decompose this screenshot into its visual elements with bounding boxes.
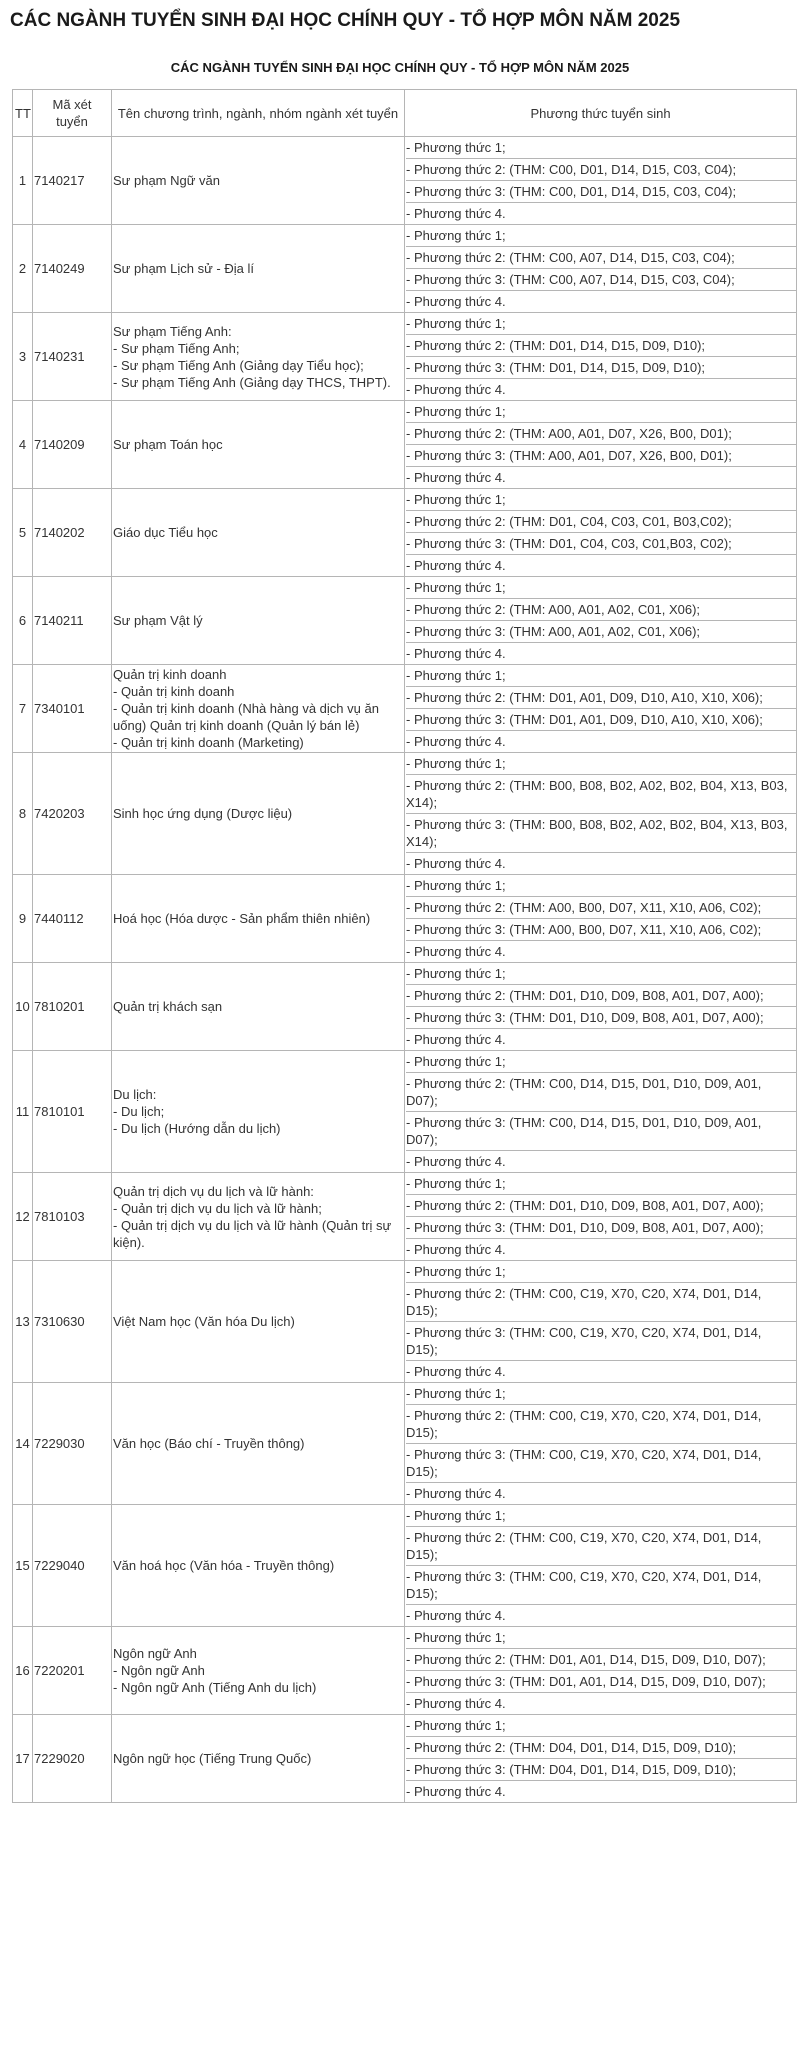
table-row — [13, 875, 797, 963]
table-row — [13, 225, 797, 313]
program-name-line: Quản trị kinh doanh — [113, 667, 227, 682]
program-name-line: Sư phạm Ngữ văn — [113, 173, 221, 188]
row-number: 17 — [13, 1715, 33, 1803]
admission-method: - Phương thức 2: (THM: A00, B00, D07, X11, X10, A06, C02); — [406, 896, 796, 918]
admission-method: - Phương thức 3: (THM: C00, D14, D15, D01, D10, D09, A01, D07); — [406, 1111, 796, 1150]
admission-methods-cell — [405, 137, 797, 225]
table-row — [13, 963, 797, 1051]
admission-method: - Phương thức 3: (THM: A00, A01, A02, C01, X06); — [406, 620, 796, 642]
program-name-line: Ngôn ngữ Anh — [113, 1646, 197, 1661]
admission-method: - Phương thức 3: (THM: B00, B08, B02, A02, B02, B04, X13, B03, X14); — [406, 813, 796, 852]
program-name-cell — [112, 1505, 405, 1627]
admission-method: - Phương thức 1; — [406, 140, 506, 155]
program-name-line: - Du lịch; — [113, 1104, 165, 1119]
program-name-cell — [112, 313, 405, 401]
program-name-cell — [112, 401, 405, 489]
program-name-line: Sư phạm Lịch sử - Địa lí — [113, 261, 254, 276]
program-name-cell — [112, 489, 405, 577]
program-name-cell — [112, 1051, 405, 1173]
program-name-line: Sư phạm Vật lý — [113, 613, 203, 628]
program-code: 7440112 — [33, 875, 112, 963]
admission-method: - Phương thức 4. — [406, 1360, 796, 1382]
admission-methods-cell — [405, 577, 797, 665]
program-name-line: - Ngôn ngữ Anh — [113, 1663, 205, 1678]
program-code: 7229020 — [33, 1715, 112, 1803]
admission-method: - Phương thức 1; — [406, 1264, 506, 1279]
program-name-line: Văn hoá học (Văn hóa - Truyền thông) — [113, 1558, 335, 1573]
admission-method: - Phương thức 1; — [406, 228, 506, 243]
admission-method: - Phương thức 4. — [406, 730, 796, 752]
program-name-line: Sư phạm Tiếng Anh: — [113, 323, 232, 339]
admission-method: - Phương thức 4. — [406, 378, 796, 400]
table-row — [13, 401, 797, 489]
admission-method: - Phương thức 2: (THM: C00, A07, D14, D15, C03, C04); — [406, 246, 796, 268]
row-number: 11 — [13, 1051, 33, 1173]
table-row — [13, 1715, 797, 1803]
admission-methods-cell — [405, 1051, 797, 1173]
program-name-cell — [112, 963, 405, 1051]
program-name-line: - Sư phạm Tiếng Anh (Giảng dạy THCS, THPT). — [113, 374, 391, 390]
admission-method: - Phương thức 1; — [406, 1630, 506, 1645]
admission-method: - Phương thức 4. — [406, 554, 796, 576]
program-name-line: - Quản trị kinh doanh (Nhà hàng và dịch vụ ăn uống) Quản trị kinh doanh (Quản lý bán lẻ) — [113, 701, 379, 733]
table-header — [13, 90, 797, 137]
admission-method: - Phương thức 1; — [406, 1054, 506, 1069]
admission-method: - Phương thức 3: (THM: D01, A01, D14, D15, D09, D10, D07); — [406, 1670, 796, 1692]
admission-methods-cell — [405, 313, 797, 401]
admission-method: - Phương thức 1; — [406, 966, 506, 981]
row-number: 8 — [13, 753, 33, 875]
admission-method: - Phương thức 3: (THM: C00, C19, X70, C20, X74, D01, D14, D15); — [406, 1321, 796, 1360]
row-number: 12 — [13, 1173, 33, 1261]
admission-methods-cell — [405, 1627, 797, 1715]
program-name-line: Quản trị khách sạn — [113, 999, 223, 1014]
admission-methods-cell — [405, 489, 797, 577]
program-name-line: Văn học (Báo chí - Truyền thông) — [113, 1436, 305, 1451]
admission-method: - Phương thức 3: (THM: C00, D01, D14, D15, C03, C04); — [406, 180, 796, 202]
table-title: CÁC NGÀNH TUYỂN SINH ĐẠI HỌC CHÍNH QUY - TỔ HỢP MÔN NĂM 2025 — [170, 60, 630, 75]
program-name-line: Du lịch: — [113, 1087, 157, 1102]
admission-method: - Phương thức 4. — [406, 290, 796, 312]
row-number: 7 — [13, 665, 33, 753]
table-row — [13, 1261, 797, 1383]
header-methods: Phương thức tuyển sinh — [405, 90, 797, 137]
row-number: 5 — [13, 489, 33, 577]
admission-method: - Phương thức 4. — [406, 1692, 796, 1714]
admission-method: - Phương thức 2: (THM: C00, C19, X70, C20, X74, D01, D14, D15); — [406, 1404, 796, 1443]
admission-method: - Phương thức 3: (THM: D01, A01, D09, D10, A10, X10, X06); — [406, 708, 796, 730]
admission-method: - Phương thức 3: (THM: D01, C04, C03, C01,B03, C02); — [406, 532, 796, 554]
admission-method: - Phương thức 3: (THM: C00, C19, X70, C20, X74, D01, D14, D15); — [406, 1443, 796, 1482]
admission-method: - Phương thức 4. — [406, 1780, 796, 1802]
table-row — [13, 665, 797, 753]
admissions-table — [12, 89, 797, 1803]
admission-method: - Phương thức 3: (THM: D01, D10, D09, B08, A01, D07, A00); — [406, 1006, 796, 1028]
admission-method: - Phương thức 2: (THM: D01, D14, D15, D09, D10); — [406, 334, 796, 356]
admission-method: - Phương thức 1; — [406, 580, 506, 595]
row-number: 13 — [13, 1261, 33, 1383]
program-name-line: - Sư phạm Tiếng Anh; — [113, 340, 240, 356]
admission-methods-cell — [405, 963, 797, 1051]
admission-method: - Phương thức 1; — [406, 1508, 506, 1523]
admission-method: - Phương thức 1; — [406, 1718, 506, 1733]
table-row — [13, 313, 797, 401]
program-name-line: - Quản trị kinh doanh — [113, 684, 235, 699]
program-name-line: - Quản trị dịch vụ du lịch và lữ hành; — [113, 1200, 322, 1216]
admission-method: - Phương thức 2: (THM: D04, D01, D14, D15, D09, D10); — [406, 1736, 796, 1758]
table-row — [13, 753, 797, 875]
admission-method: - Phương thức 1; — [406, 668, 506, 683]
program-name-line: Sinh học ứng dụng (Dược liệu) — [113, 806, 293, 821]
program-name-cell — [112, 665, 405, 753]
program-code: 7220201 — [33, 1627, 112, 1715]
admission-method: - Phương thức 4. — [406, 1028, 796, 1050]
table-row — [13, 489, 797, 577]
program-code: 7140231 — [33, 313, 112, 401]
admission-method: - Phương thức 4. — [406, 642, 796, 664]
admission-methods-cell — [405, 1383, 797, 1505]
admission-method: - Phương thức 2: (THM: D01, A01, D09, D10, A10, X10, X06); — [406, 686, 796, 708]
program-code: 7310630 — [33, 1261, 112, 1383]
row-number: 9 — [13, 875, 33, 963]
program-name-line: Giáo dục Tiểu học — [113, 525, 218, 540]
row-number: 10 — [13, 963, 33, 1051]
admission-method: - Phương thức 1; — [406, 878, 506, 893]
admission-method: - Phương thức 3: (THM: A00, B00, D07, X11, X10, A06, C02); — [406, 918, 796, 940]
program-name-cell — [112, 1627, 405, 1715]
table-body — [13, 137, 797, 1803]
program-code: 7140209 — [33, 401, 112, 489]
program-name-cell — [112, 577, 405, 665]
program-code: 7810103 — [33, 1173, 112, 1261]
admission-methods-cell — [405, 665, 797, 753]
admission-method: - Phương thức 4. — [406, 466, 796, 488]
row-number: 6 — [13, 577, 33, 665]
admission-method: - Phương thức 2: (THM: D01, C04, C03, C01, B03,C02); — [406, 510, 796, 532]
program-name-line: Ngôn ngữ học (Tiếng Trung Quốc) — [113, 1751, 312, 1766]
header-tt: TT — [13, 90, 33, 137]
program-name-line: Hoá học (Hóa dược - Sản phẩm thiên nhiên) — [113, 911, 371, 926]
admission-method: - Phương thức 4. — [406, 1482, 796, 1504]
program-name-cell — [112, 875, 405, 963]
program-name-cell — [112, 1173, 405, 1261]
program-code: 7229030 — [33, 1383, 112, 1505]
admission-method: - Phương thức 3: (THM: D01, D10, D09, B08, A01, D07, A00); — [406, 1216, 796, 1238]
program-code: 7140202 — [33, 489, 112, 577]
admission-method: - Phương thức 3: (THM: A00, A01, D07, X26, B00, D01); — [406, 444, 796, 466]
program-name-line: - Sư phạm Tiếng Anh (Giảng dạy Tiểu học); — [113, 357, 364, 373]
admission-method: - Phương thức 2: (THM: C00, D14, D15, D01, D10, D09, A01, D07); — [406, 1072, 796, 1111]
admission-method: - Phương thức 3: (THM: D01, D14, D15, D09, D10); — [406, 356, 796, 378]
admission-method: - Phương thức 2: (THM: D01, D10, D09, B08, A01, D07, A00); — [406, 984, 796, 1006]
table-row — [13, 577, 797, 665]
admission-methods-cell — [405, 1715, 797, 1803]
program-code: 7420203 — [33, 753, 112, 875]
row-number: 4 — [13, 401, 33, 489]
admission-method: - Phương thức 4. — [406, 940, 796, 962]
admission-method: - Phương thức 1; — [406, 756, 506, 771]
admission-method: - Phương thức 2: (THM: A00, A01, A02, C01, X06); — [406, 598, 796, 620]
table-row — [13, 1505, 797, 1627]
admission-method: - Phương thức 1; — [406, 492, 506, 507]
program-code: 7810101 — [33, 1051, 112, 1173]
admission-method: - Phương thức 2: (THM: D01, D10, D09, B08, A01, D07, A00); — [406, 1194, 796, 1216]
row-number: 1 — [13, 137, 33, 225]
program-name-line: - Quản trị kinh doanh (Marketing) — [113, 735, 304, 750]
row-number: 3 — [13, 313, 33, 401]
row-number: 2 — [13, 225, 33, 313]
admission-method: - Phương thức 4. — [406, 852, 796, 874]
admission-method: - Phương thức 1; — [406, 1386, 506, 1401]
row-number: 16 — [13, 1627, 33, 1715]
table-row — [13, 1173, 797, 1261]
admission-method: - Phương thức 4. — [406, 1238, 796, 1260]
admission-method: - Phương thức 4. — [406, 1150, 796, 1172]
program-name-line: - Ngôn ngữ Anh (Tiếng Anh du lịch) — [113, 1680, 317, 1695]
admission-method: - Phương thức 2: (THM: C00, C19, X70, C20, X74, D01, D14, D15); — [406, 1526, 796, 1565]
admission-method: - Phương thức 2: (THM: C00, C19, X70, C20, X74, D01, D14, D15); — [406, 1282, 796, 1321]
admission-method: - Phương thức 3: (THM: C00, C19, X70, C20, X74, D01, D14, D15); — [406, 1565, 796, 1604]
program-name-cell — [112, 1261, 405, 1383]
header-name: Tên chương trình, ngành, nhóm ngành xét tuyển — [112, 90, 405, 137]
program-name-cell — [112, 1383, 405, 1505]
admission-method: - Phương thức 1; — [406, 404, 506, 419]
program-name-line: Sư phạm Toán học — [113, 437, 223, 452]
table-row — [13, 1627, 797, 1715]
program-name-cell — [112, 225, 405, 313]
program-code: 7229040 — [33, 1505, 112, 1627]
admission-methods-cell — [405, 401, 797, 489]
admission-method: - Phương thức 3: (THM: D04, D01, D14, D15, D09, D10); — [406, 1758, 796, 1780]
program-name-cell — [112, 753, 405, 875]
table-row — [13, 1051, 797, 1173]
program-name-cell — [112, 137, 405, 225]
program-code: 7340101 — [33, 665, 112, 753]
program-code: 7140211 — [33, 577, 112, 665]
header-row — [13, 90, 797, 137]
admission-methods-cell — [405, 753, 797, 875]
program-code: 7140249 — [33, 225, 112, 313]
program-name-line: - Du lịch (Hướng dẫn du lịch) — [113, 1121, 281, 1136]
admission-method: - Phương thức 4. — [406, 202, 796, 224]
admission-method: - Phương thức 2: (THM: C00, D01, D14, D15, C03, C04); — [406, 158, 796, 180]
admission-method: - Phương thức 2: (THM: B00, B08, B02, A02, B02, B04, X13, B03, X14); — [406, 774, 796, 813]
admission-method: - Phương thức 4. — [406, 1604, 796, 1626]
admission-methods-cell — [405, 875, 797, 963]
admission-method: - Phương thức 2: (THM: D01, A01, D14, D15, D09, D10, D07); — [406, 1648, 796, 1670]
program-name-cell — [112, 1715, 405, 1803]
program-name-line: - Quản trị dịch vụ du lịch và lữ hành (Quản trị sự kiện). — [113, 1217, 392, 1250]
table-row — [13, 137, 797, 225]
admission-methods-cell — [405, 225, 797, 313]
admission-method: - Phương thức 1; — [406, 316, 506, 331]
page-title: CÁC NGÀNH TUYỂN SINH ĐẠI HỌC CHÍNH QUY - TỔ HỢP MÔN NĂM 2025 — [10, 10, 681, 31]
program-code: 7810201 — [33, 963, 112, 1051]
program-name-line: Việt Nam học (Văn hóa Du lịch) — [113, 1314, 295, 1329]
row-number: 15 — [13, 1505, 33, 1627]
admission-methods-cell — [405, 1505, 797, 1627]
header-code: Mã xét tuyển — [33, 90, 112, 137]
row-number: 14 — [13, 1383, 33, 1505]
admission-methods-cell — [405, 1173, 797, 1261]
admission-methods-cell — [405, 1261, 797, 1383]
program-name-line: Quản trị dịch vụ du lịch và lữ hành: — [113, 1183, 314, 1199]
table-row — [13, 1383, 797, 1505]
admission-method: - Phương thức 2: (THM: A00, A01, D07, X26, B00, D01); — [406, 422, 796, 444]
program-code: 7140217 — [33, 137, 112, 225]
admission-method: - Phương thức 3: (THM: C00, A07, D14, D15, C03, C04); — [406, 268, 796, 290]
admission-method: - Phương thức 1; — [406, 1176, 506, 1191]
